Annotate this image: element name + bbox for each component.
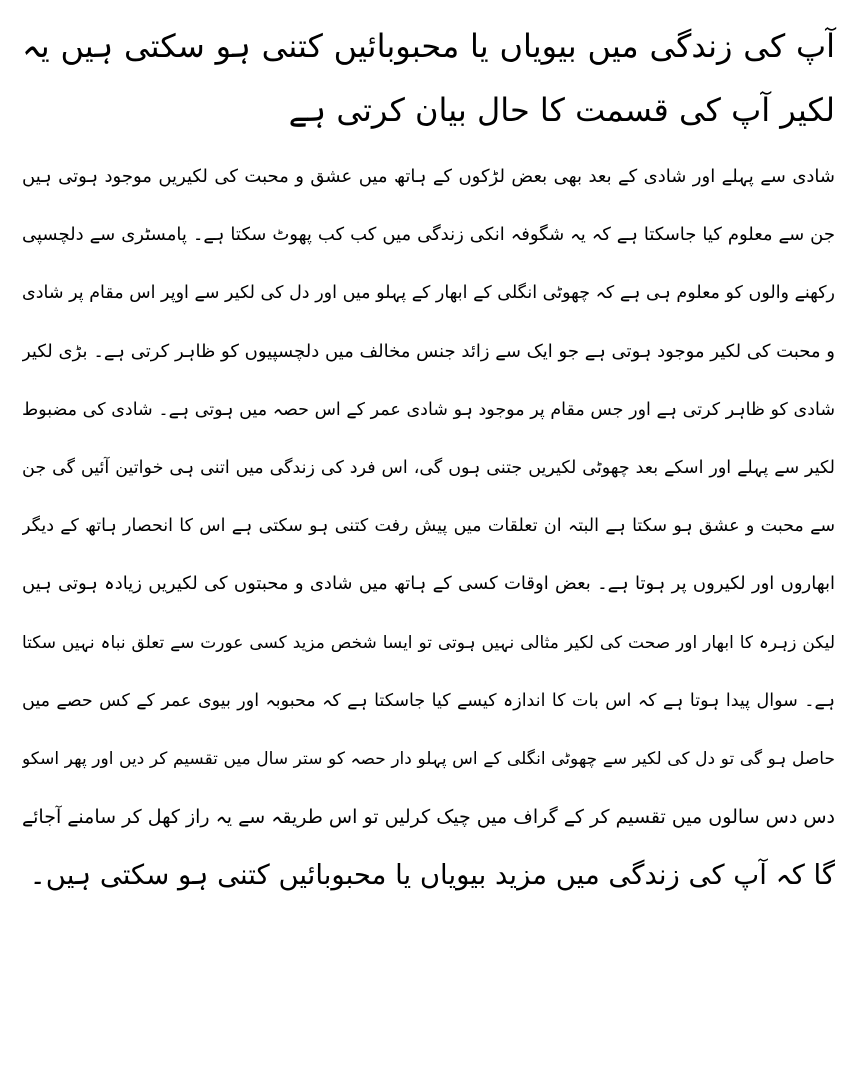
body-line: لکیر سے پہلے اور اسکے بعد چھوٹی لکیریں جتنی ہوں گی، اس فرد کی زندگی میں اتنی ہی خواتین آئیں گی جن <box>22 457 835 478</box>
article-title: آپ کی زندگی میں بیویاں یا محبوبائیں کتنی ہو سکتی ہیں یہ لکیر آپ کی قسمت کا حال بیان کرتی ہے <box>22 27 835 129</box>
body-line: شادی سے پہلے اور شادی کے بعد بھی بعض لڑکوں کے ہاتھ میں عشق و محبت کی لکیریں موجود ہوتی ہیں <box>22 166 835 187</box>
body-line: لیکن زہرہ کا ابھار اور صحت کی لکیر مثالی نہیں ہوتی تو ایسا شخص مزید کسی عورت سے تعلق نباہ نہیں سکتا <box>22 632 835 653</box>
body-line: ابھاروں اور لکیروں پر ہوتا ہے۔ بعض اوقات کسی کے ہاتھ میں شادی و محبتوں کی لکیریں زیادہ ہوتی ہیں <box>22 573 835 595</box>
body-line: و محبت کی لکیر موجود ہوتی ہے جو ایک سے زائد جنس مخالف میں دلچسپیوں کو ظاہر کرتی ہے۔ بڑی لکیر <box>22 340 835 362</box>
body-line: جن سے معلوم کیا جاسکتا ہے کہ یہ شگوفہ انکی زندگی میں کب کب پھوٹ سکتا ہے۔ پامسٹری سے دلچسپی <box>22 224 835 246</box>
body-line: حاصل ہو گی تو دل کی لکیر سے چھوٹی انگلی کے اس پہلو دار حصہ کو ستر سال میں تقسیم کر دیں اور پھر اسکو <box>22 748 835 769</box>
body-line: گا کہ آپ کی زندگی میں مزید بیویاں یا محبوبائیں کتنی ہو سکتی ہیں۔ <box>29 859 835 892</box>
body-line: رکھنے والوں کو معلوم ہی ہے کہ چھوٹی انگلی کے ابھار کے پہلو میں اور دل کی لکیر سے اوپر اس مقام پر شادی <box>22 283 835 304</box>
body-line: سے محبت و عشق ہو سکتا ہے البتہ ان تعلقات میں پیش رفت کتنی ہو سکتی ہے اس کا انحصار ہاتھ کے دیگر <box>22 516 835 537</box>
body-line: شادی کو ظاہر کرتی ہے اور جس مقام پر موجود ہو شادی عمر کے اس حصہ میں ہوتی ہے۔ شادی کی مضبوط <box>22 399 835 420</box>
article-body <box>22 148 835 904</box>
body-line: ہے۔ سوال پیدا ہوتا ہے کہ اس بات کا اندازہ کیسے کیا جاسکتا ہے کہ محبوبہ اور بیوی عمر کے کس حصے میں <box>22 690 835 711</box>
body-line: دس دس سالوں میں تقسیم کر کے گراف میں چیک کرلیں تو اس طریقہ سے یہ راز کھل کر سامنے آجائے <box>22 806 835 829</box>
